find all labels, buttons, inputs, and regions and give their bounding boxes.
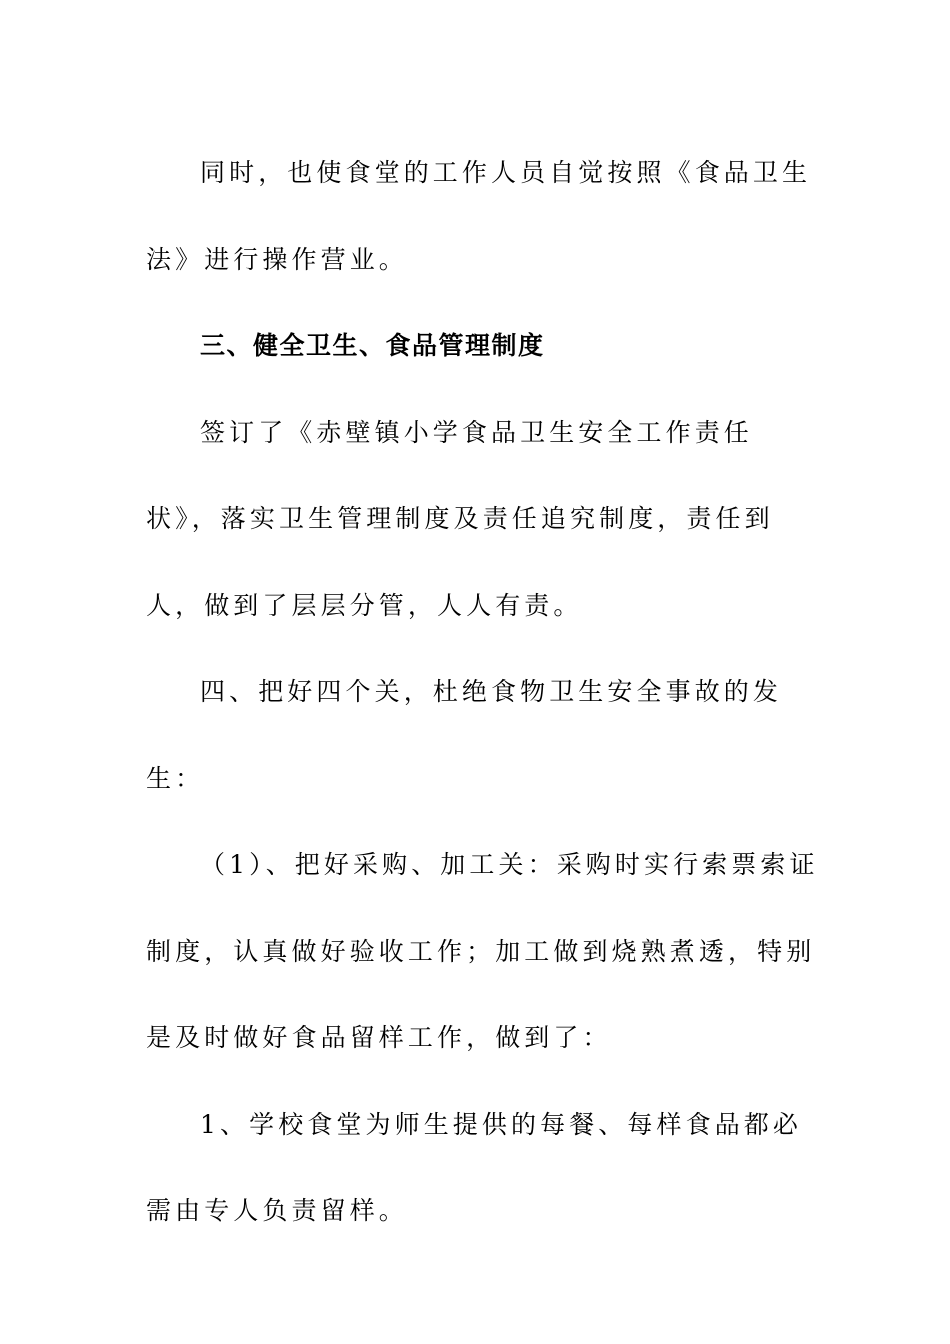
document-body [146, 130, 826, 1255]
paragraph-responsibility: 签订了《赤壁镇小学食品卫生安全工作责任状》，落实卫生管理制度及责任追究制度，责任到人，做到了层层分管，人人有责。 [146, 417, 774, 620]
section-heading-four: 四、把好四个关，杜绝食物卫生安全事故的发生： [146, 677, 783, 793]
section-heading-three: 三、健全卫生、食品管理制度 [200, 331, 545, 360]
paragraph-purchase-processing: （1）、把好采购、加工关：采购时实行索票索证制度，认真做好验收工作；加工做到烧熟煮透，特别是及时做好食品留样工作，做到了： [146, 850, 819, 1052]
list-item-sample-keeping: 1、学校食堂为师生提供的每餐、每样食品都必需由专人负责留样。 [146, 1109, 803, 1225]
paragraph-canteen-staff: 同时，也使食堂的工作人员自觉按照《食品卫生法》进行操作营业。 [146, 158, 812, 274]
